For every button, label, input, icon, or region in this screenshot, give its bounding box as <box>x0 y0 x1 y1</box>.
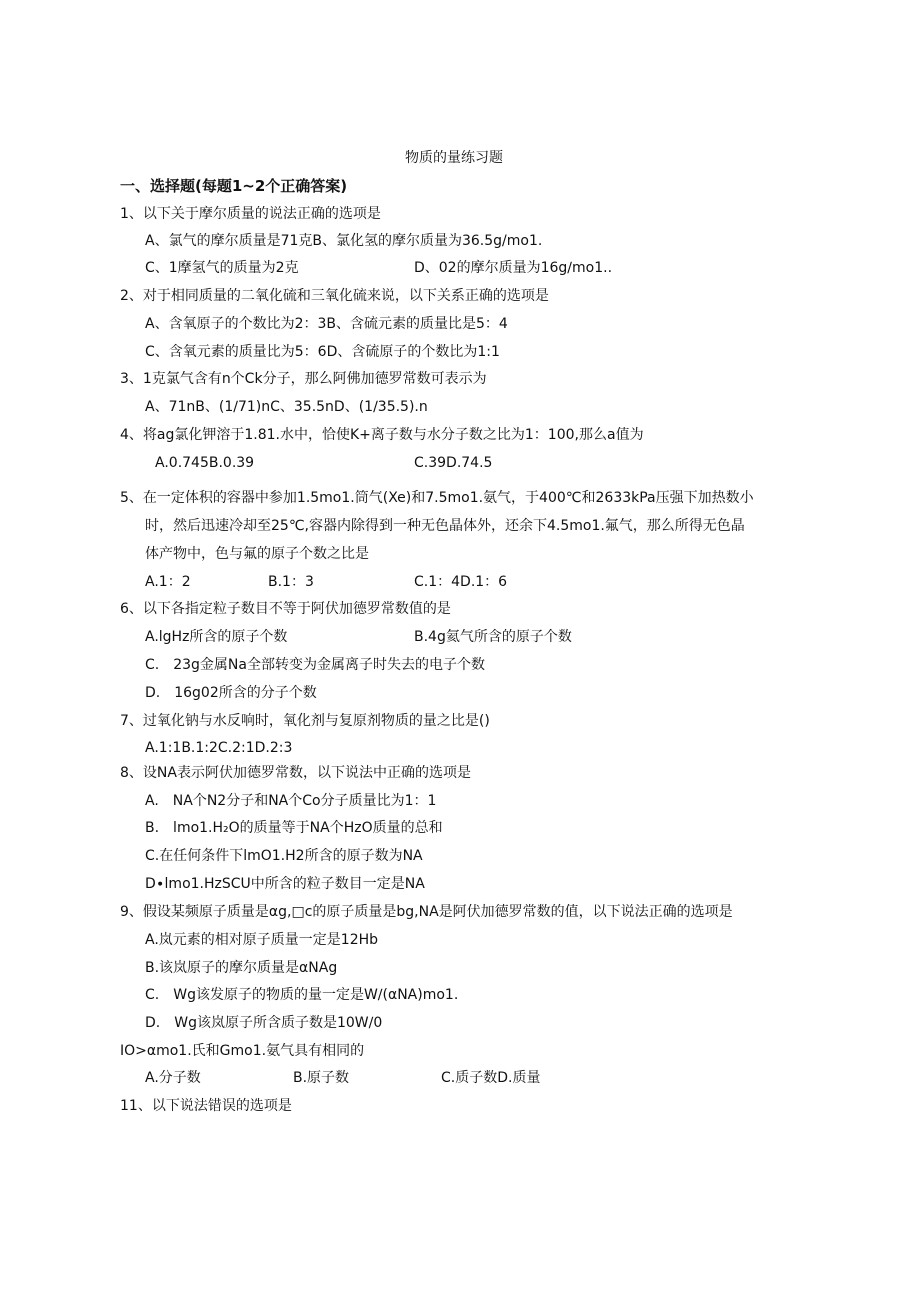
question-8-option-c: C.在任何条件下lmO1.H2所含的原子数为NA <box>145 848 423 864</box>
question-4-options-cd: C.39D.74.5 <box>414 455 493 471</box>
question-4-stem: 4、将ag氯化钾溶于1.81.水中，恰使K+离子数与水分子数之比为1：100,那么a值为 <box>120 427 644 443</box>
question-6-option-b: B.4g氦气所含的原子个数 <box>414 629 572 645</box>
question-10-option-a: A.分子数 <box>145 1070 201 1086</box>
page-title: 物质的量练习题 <box>405 150 503 166</box>
question-1-option-d: D、02的摩尔质量为16g∕mo1.. <box>414 260 613 276</box>
question-9-stem: 9、假设某频原子质量是αg,□c的原子质量是bg,NA是阿伏加德罗常数的值，以下说法正确的选项是 <box>120 904 733 920</box>
question-1-options-ab: A、氯气的摩尔质量是71克B、氯化氢的摩尔质量为36.5g/mo1. <box>145 233 543 249</box>
question-5-line-1: 5、在一定体积的容器中参加1.5mo1.筒气(Xe)和7.5mo1.氨气，于400℃和2633kPa压强下加热数小 <box>120 490 754 506</box>
question-9-option-d: D. Wg该岚原子所含质子数是10W∕0 <box>145 1015 383 1031</box>
question-5-option-a: A.1：2 <box>145 574 191 590</box>
question-10-stem: IO>αmo1.氏和Gmo1.氨气具有相同的 <box>120 1043 365 1059</box>
question-6-option-a: A.lgHz所含的原子个数 <box>145 629 288 645</box>
question-6-option-c: C. 23g金属Na全部转变为金属离子时失去的电子个数 <box>145 657 485 673</box>
question-4-options-ab: A.0.745B.0.39 <box>155 455 255 471</box>
question-5-option-b: B.1：3 <box>268 574 314 590</box>
question-5-options-cd: C.1：4D.1：6 <box>414 574 508 590</box>
question-8-option-b: B. lmo1.H₂O的质量等于NA个HzO质量的总和 <box>145 820 443 836</box>
question-7-options: A.1:1B.1:2C.2:1D.2:3 <box>145 740 293 756</box>
question-9-option-c: C. Wg该发原子的物质的量一定是W∕(αNA)mo1. <box>145 987 459 1003</box>
question-3-stem: 3、1克氯气含有n个Ck分子，那么阿佛加德罗常数可表示为 <box>120 371 487 387</box>
question-9-option-b: B.该岚原子的摩尔质量是αNAg <box>145 960 338 976</box>
question-10-options-cd: C.质子数D.质量 <box>441 1070 541 1086</box>
question-3-options: A、71nB、(1∕71)nC、35.5nD、(1∕35.5).n <box>145 399 428 415</box>
question-6-stem: 6、以下各指定粒子数目不等于阿伏加德罗常数值的是 <box>120 601 451 617</box>
question-8-stem: 8、设NA表示阿伏加德罗常数，以下说法中正确的选项是 <box>120 765 471 781</box>
question-5-line-2: 时，然后迅速冷却至25℃,容器内除得到一种无色晶体外，还余下4.5mo1.氟气，那么所得无色晶 <box>145 518 745 534</box>
question-1-stem: 1、以下关于摩尔质量的说法正确的选项是 <box>120 206 381 222</box>
section-heading: 一、选择题(每题1~2个正确答案) <box>120 177 348 195</box>
question-5-line-3: 体产物中，色与氟的原子个数之比是 <box>145 546 369 562</box>
question-1-option-c: C、1摩氢气的质量为2克 <box>145 260 299 276</box>
question-8-option-a: A. NA个N2分子和NA个Co分子质量比为1：1 <box>145 793 437 809</box>
question-11-stem: 11、以下说法错误的选项是 <box>120 1098 292 1114</box>
question-10-option-b: B.原子数 <box>293 1070 350 1086</box>
question-2-options-cd: C、含氧元素的质量比为5：6D、含硫原子的个数比为1:1 <box>145 344 500 360</box>
question-2-options-ab: A、含氧原子的个数比为2：3B、含硫元素的质量比是5：4 <box>145 316 508 332</box>
question-2-stem: 2、对于相同质量的二氧化硫和三氧化硫来说，以下关系正确的选项是 <box>120 288 549 304</box>
question-8-option-d: D∙lmo1.HzSCU中所含的粒子数目一定是NA <box>145 876 425 892</box>
question-9-option-a: A.岚元素的相对原子质量一定是12Hb <box>145 932 379 948</box>
question-6-option-d: D. 16g02所含的分子个数 <box>145 685 317 701</box>
question-7-stem: 7、过氧化钠与水反响时，氧化剂与复原剂物质的量之比是() <box>120 713 490 729</box>
